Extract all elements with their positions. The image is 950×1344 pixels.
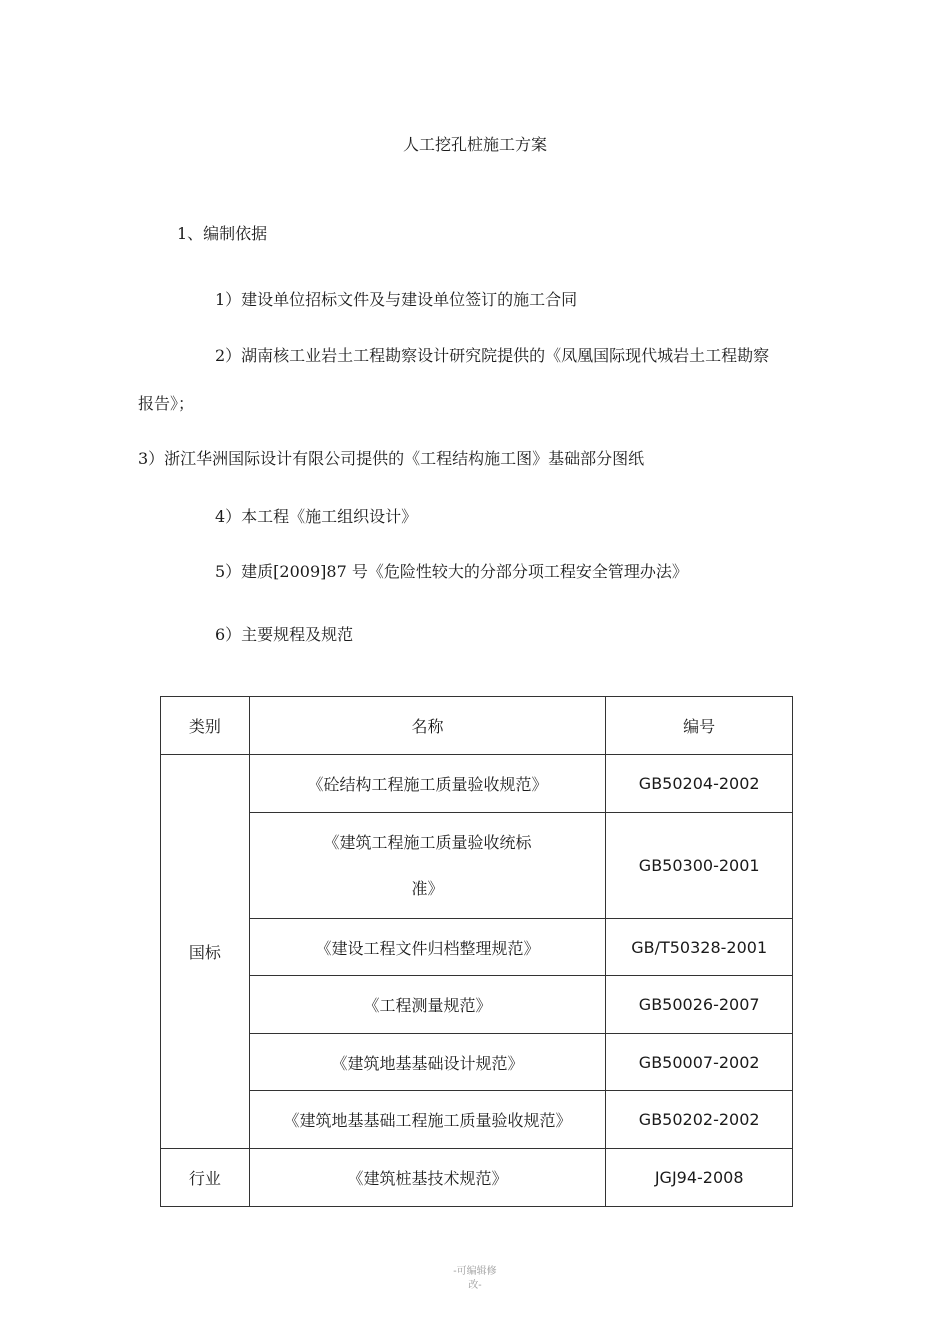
standard-code: GB50007-2002 xyxy=(606,1034,793,1091)
standards-table xyxy=(160,696,793,1207)
header-code: 编号 xyxy=(606,697,793,755)
standard-code: GB50204-2002 xyxy=(606,755,793,813)
basis-item-1: 1）建设单位招标文件及与建设单位签订的施工合同 xyxy=(215,290,578,309)
table-row xyxy=(161,1091,793,1149)
standard-code: GB50300-2001 xyxy=(606,813,793,919)
standard-code: JGJ94-2008 xyxy=(606,1149,793,1207)
document-title: 人工挖孔桩施工方案 xyxy=(402,135,547,154)
table-row xyxy=(161,1149,793,1207)
header-category: 类别 xyxy=(161,697,250,755)
standard-name: 《建筑桩基技术规范》 xyxy=(249,1149,606,1207)
category-cell-national: 国标 xyxy=(161,755,250,1149)
standard-code: GB50026-2007 xyxy=(606,976,793,1034)
table-row xyxy=(161,755,793,813)
basis-item-2: 2）湖南核工业岩土工程勘察设计研究院提供的《凤凰国际现代城岩土工程勘察 xyxy=(215,346,770,365)
table-row xyxy=(161,976,793,1034)
category-cell-industry: 行业 xyxy=(161,1149,250,1207)
table-row xyxy=(161,1034,793,1091)
standard-name xyxy=(249,813,606,919)
standard-name-line2: 准》 xyxy=(411,878,444,898)
basis-item-6: 6）主要规程及规范 xyxy=(215,625,354,644)
standard-name: 《工程测量规范》 xyxy=(249,976,606,1034)
basis-item-2-continued: 报告》； xyxy=(138,394,195,413)
page-footer xyxy=(0,1265,950,1293)
standard-name: 《建设工程文件归档整理规范》 xyxy=(249,919,606,976)
header-name: 名称 xyxy=(249,697,606,755)
standard-name: 《建筑地基基础设计规范》 xyxy=(249,1034,606,1091)
standard-name-line1: 《建筑工程施工质量验收统标 xyxy=(323,832,532,852)
table-row xyxy=(161,919,793,976)
footer-line1: -可编辑修 xyxy=(453,1266,497,1277)
standard-name: 《砼结构工程施工质量验收规范》 xyxy=(249,755,606,813)
basis-item-5: 5）建质[2009]87 号《危险性较大的分部分项工程安全管理办法》 xyxy=(215,562,688,581)
table-header-row xyxy=(161,697,793,755)
standard-name: 《建筑地基基础工程施工质量验收规范》 xyxy=(249,1091,606,1149)
standard-code: GB/T50328-2001 xyxy=(606,919,793,976)
table-row xyxy=(161,813,793,919)
standard-code: GB50202-2002 xyxy=(606,1091,793,1149)
basis-item-3: 3）浙江华洲国际设计有限公司提供的《工程结构施工图》基础部分图纸 xyxy=(138,449,645,468)
section-heading: 1、编制依据 xyxy=(177,224,268,243)
basis-item-4: 4）本工程《施工组织设计》 xyxy=(215,507,418,526)
footer-line2: 改- xyxy=(468,1280,482,1291)
